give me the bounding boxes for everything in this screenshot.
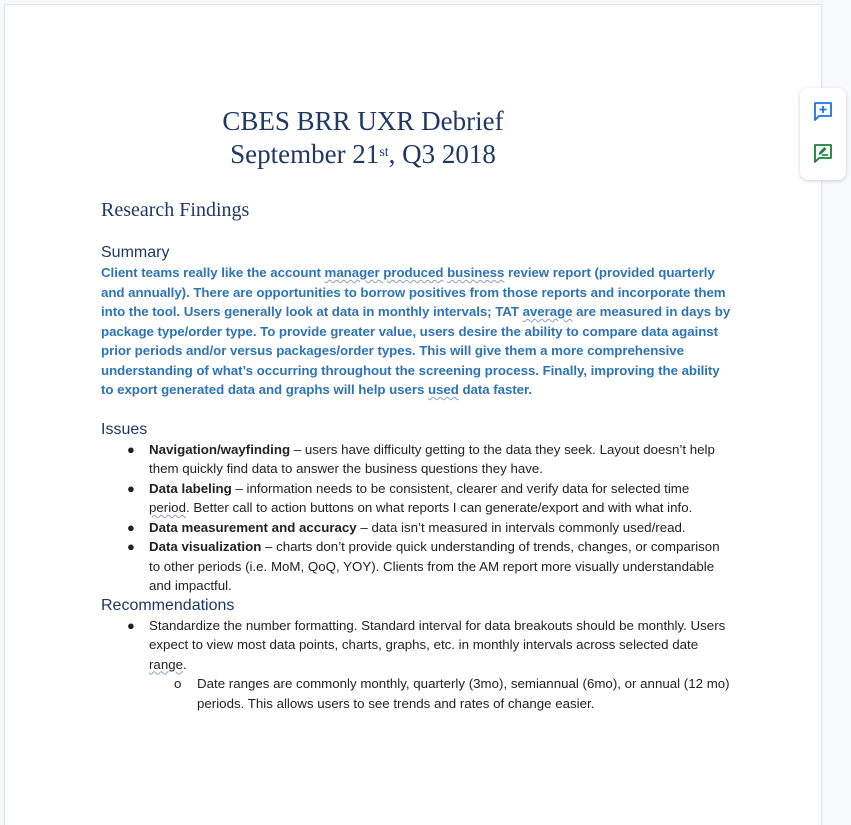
issue-text: . Better call to action buttons on what reports I can generate/export and with what info. [185, 500, 693, 515]
summary-text: data faster. [458, 382, 533, 397]
list-item[interactable] [101, 440, 731, 479]
summary-text: Client teams really like the account [101, 265, 325, 280]
title-line-1: CBES BRR UXR Debrief [222, 106, 504, 136]
heading-summary: Summary [101, 244, 170, 261]
bullet-icon: ● [127, 617, 135, 633]
title-date: September 21 [230, 139, 380, 169]
list-item[interactable] [101, 616, 731, 714]
document-title [5, 105, 721, 171]
bullet-icon: ● [127, 441, 135, 457]
title-quarter: , Q3 2018 [388, 139, 496, 169]
recommendations-list [101, 616, 731, 714]
grammar-flag[interactable]: period [149, 500, 186, 515]
sub-recommendation-text: Date ranges are commonly monthly, quarterly (3mo), semiannual (6mo), or annual (12 mo) periods. This allows users to see trends and rates of change easier. [197, 676, 730, 711]
grammar-flag[interactable]: average [522, 304, 573, 319]
list-item[interactable] [101, 518, 731, 538]
summary-text: review report (provided quarterly and annually). There are opportunities to borrow positives from those reports and incorporate them into the tool. Users generally look at data in monthly intervals; TAT [101, 265, 726, 319]
issues-list [101, 440, 731, 596]
issue-title: Data measurement and accuracy [149, 519, 357, 535]
heading-issues: Issues [101, 420, 148, 438]
grammar-flag[interactable]: used [427, 382, 459, 397]
issue-text: – data isn’t measured in intervals commonly used/read. [356, 519, 686, 535]
list-item[interactable] [101, 537, 731, 596]
issue-title: Data labeling [149, 480, 232, 496]
document-page [5, 5, 821, 825]
issue-text: – information needs to be consistent, clearer and verify data for selected time [231, 480, 690, 496]
issue-text: – charts don’t provide quick understanding of trends, changes, or comparison to other periods (i.e. MoM, QoQ, YOY). Clients from the AM report more visually understandable and impactful. [149, 539, 720, 593]
sub-bullet-icon: o [174, 676, 182, 691]
summary-text: are measured in days by package type/order type. To provide greater value, users desire the ability to compare data against prior periods and/or versus packages/order types. This will give them a more comprehensive understanding of what’s occurring throughout the screening process. Finally, improving the ability to export generated data and graphs will help users [101, 304, 731, 397]
sub-list-item[interactable] [101, 674, 731, 713]
side-actions-panel [800, 88, 846, 180]
suggest-edit-icon[interactable] [812, 142, 834, 164]
title-superscript: st [379, 145, 389, 160]
grammar-flag[interactable]: range [149, 656, 184, 672]
issue-title: Navigation/wayfinding [149, 441, 291, 457]
title-line-2 [5, 138, 721, 171]
grammar-flag[interactable]: business [447, 265, 505, 280]
heading-recommendations: Recommendations [101, 596, 235, 614]
summary-paragraph[interactable] [101, 263, 731, 400]
sub-list [149, 674, 731, 713]
document-body [101, 199, 731, 713]
recommendation-text: . [183, 656, 187, 672]
bullet-icon: ● [127, 519, 135, 535]
grammar-flag[interactable]: manager produced [324, 265, 444, 280]
add-comment-icon[interactable] [812, 100, 834, 122]
issue-text: – users have difficulty getting to the data they seek. Layout doesn’t help them quickly find data to answer the business questions they have. [149, 441, 715, 476]
issue-title: Data visualization [149, 539, 262, 554]
bullet-icon: ● [127, 539, 135, 554]
bullet-icon: ● [127, 480, 135, 496]
heading-research-findings: Research Findings [101, 199, 250, 221]
list-item[interactable] [101, 479, 731, 518]
recommendation-text: Standardize the number formatting. Standard interval for data breakouts should be monthly. Users expect to view most data points, charts, graphs, etc. in monthly intervals across selected date [149, 617, 726, 652]
